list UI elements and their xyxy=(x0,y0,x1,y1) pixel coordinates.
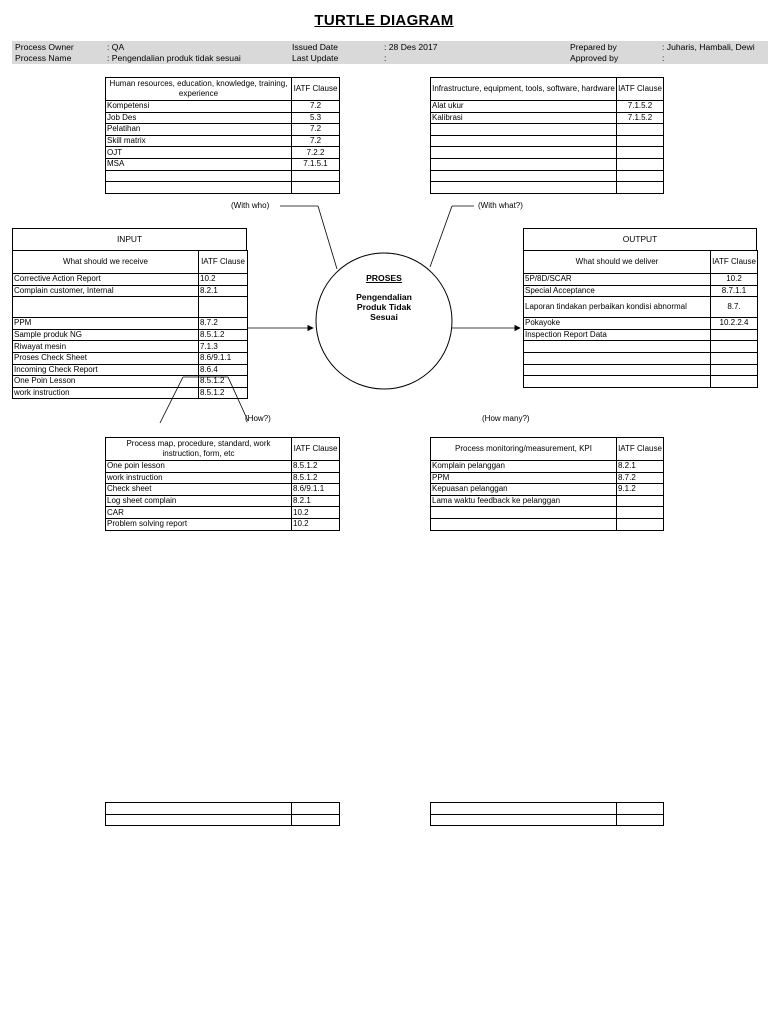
table-row xyxy=(13,285,248,297)
clause-cell xyxy=(711,329,758,341)
table-row xyxy=(524,285,758,297)
clause-cell: 8.2.1 xyxy=(199,285,248,297)
table-row xyxy=(431,803,664,815)
approved-by-value: : xyxy=(662,53,665,63)
clause-cell: 8.6/9.1.1 xyxy=(199,352,248,364)
clause-cell: 8.5.1.2 xyxy=(292,461,340,473)
table-row xyxy=(431,472,664,484)
item-cell: PPM xyxy=(431,472,617,484)
empty-table-left xyxy=(105,802,340,826)
item-cell: OJT xyxy=(106,147,292,159)
clause-cell: 7.1.3 xyxy=(199,341,248,353)
item-cell: Kepuasan pelanggan xyxy=(431,484,617,496)
item-cell: Corrective Action Report xyxy=(13,274,199,286)
clause-cell xyxy=(617,495,664,507)
table-row xyxy=(13,341,248,353)
clause-cell: 8.2.1 xyxy=(617,461,664,473)
item-cell: Problem solving report xyxy=(106,518,292,530)
clause-cell xyxy=(617,182,664,194)
item-cell: 5P/8D/SCAR xyxy=(524,274,711,286)
issued-date-label: Issued Date xyxy=(292,42,338,52)
table-header-row xyxy=(431,438,664,461)
item-cell: PPM xyxy=(13,318,199,330)
with-who-label: (With who) xyxy=(231,201,270,210)
item-cell: Skill matrix xyxy=(106,135,292,147)
item-cell: Proses Check Sheet xyxy=(13,352,199,364)
with-what-tbody xyxy=(431,78,664,194)
clause-cell: 5.3 xyxy=(292,112,340,124)
table-row xyxy=(431,484,664,496)
process-title: PROSES xyxy=(366,273,402,283)
table-row xyxy=(431,158,664,170)
output-title: OUTPUT xyxy=(523,228,757,251)
item-cell xyxy=(431,124,617,136)
column-header-clause: IATF Clause xyxy=(711,251,758,274)
clause-cell: 10.2 xyxy=(199,274,248,286)
clause-cell xyxy=(292,170,340,182)
table-row xyxy=(106,158,340,170)
table-row xyxy=(431,507,664,519)
table-row xyxy=(106,124,340,136)
item-cell: One Poin Lesson xyxy=(13,376,199,388)
item-cell: Laporan tindakan perbaikan kondisi abnormal xyxy=(524,297,711,318)
item-cell: Complain customer, Internal xyxy=(13,285,199,297)
prepared-by-label: Prepared by xyxy=(570,42,617,52)
how-many-label: (How many?) xyxy=(482,414,530,423)
table-row xyxy=(13,274,248,286)
item-cell: Kompetensi xyxy=(106,101,292,113)
clause-cell: 8.7.2 xyxy=(617,472,664,484)
item-cell: Incoming Check Report xyxy=(13,364,199,376)
clause-cell xyxy=(617,170,664,182)
clause-cell: 8.5.1.2 xyxy=(199,376,248,388)
table-row xyxy=(106,135,340,147)
item-cell: MSA xyxy=(106,158,292,170)
clause-cell: 9.1.2 xyxy=(617,484,664,496)
table-header-row xyxy=(106,78,340,101)
column-header-item: Process monitoring/measurement, KPI xyxy=(431,438,617,461)
process-owner-value: : QA xyxy=(107,42,125,52)
with-who-tbody xyxy=(106,78,340,194)
item-cell: Pokayoke xyxy=(524,318,711,330)
item-cell xyxy=(106,182,292,194)
clause-cell xyxy=(617,147,664,159)
item-cell xyxy=(431,147,617,159)
empty-cell xyxy=(617,814,664,826)
table-row xyxy=(431,101,664,113)
clause-cell: 10.2 xyxy=(292,518,340,530)
column-header-clause: IATF Clause xyxy=(617,438,664,461)
clause-cell: 8.6.4 xyxy=(199,364,248,376)
table-row xyxy=(13,376,248,388)
item-cell: Kalibrasi xyxy=(431,112,617,124)
table-row xyxy=(524,376,758,388)
how-many-table xyxy=(430,437,664,531)
input-title: INPUT xyxy=(12,228,247,251)
table-row xyxy=(431,814,664,826)
table-row xyxy=(431,124,664,136)
clause-cell: 8.5.1.2 xyxy=(199,329,248,341)
clause-cell: 8.5.1.2 xyxy=(199,387,248,399)
item-cell xyxy=(431,518,617,530)
item-cell: Job Des xyxy=(106,112,292,124)
item-cell: One poin lesson xyxy=(106,461,292,473)
table-row xyxy=(106,182,340,194)
table-row xyxy=(106,472,340,484)
clause-cell: 8.5.1.2 xyxy=(292,472,340,484)
table-row xyxy=(106,803,340,815)
item-cell: Alat ukur xyxy=(431,101,617,113)
item-cell xyxy=(106,170,292,182)
clause-cell xyxy=(711,341,758,353)
last-update-label: Last Update xyxy=(292,53,339,63)
table-row xyxy=(106,147,340,159)
table-row xyxy=(106,814,340,826)
item-cell xyxy=(524,352,711,364)
item-cell: Komplain pelanggan xyxy=(431,461,617,473)
page-title: TURTLE DIAGRAM xyxy=(314,12,454,29)
prepared-by-value: : Juharis, Hambali, Dewi xyxy=(662,42,755,52)
item-cell: Log sheet complain xyxy=(106,495,292,507)
clause-cell xyxy=(617,135,664,147)
table-row xyxy=(106,495,340,507)
clause-cell xyxy=(711,352,758,364)
table-row xyxy=(13,387,248,399)
process-name-label: Process Name xyxy=(15,53,72,63)
table-row xyxy=(13,318,248,330)
table-row xyxy=(13,297,248,318)
empty-cell xyxy=(292,803,340,815)
column-header-item: What should we deliver xyxy=(524,251,711,274)
column-header-item: What should we receive xyxy=(13,251,199,274)
process-center xyxy=(336,273,432,322)
table-row xyxy=(13,352,248,364)
clause-cell: 10.2.2.4 xyxy=(711,318,758,330)
empty-table-right xyxy=(430,802,664,826)
table-row xyxy=(431,147,664,159)
table-header-row xyxy=(106,438,340,461)
item-cell xyxy=(431,182,617,194)
table-row xyxy=(106,507,340,519)
process-owner-label: Process Owner xyxy=(15,42,74,52)
clause-cell: 8.6/9.1.1 xyxy=(292,484,340,496)
column-header-clause: IATF Clause xyxy=(617,78,664,101)
with-what-table xyxy=(430,77,664,194)
item-cell: Inspection Report Data xyxy=(524,329,711,341)
output-table xyxy=(523,250,758,388)
clause-cell: 7.1.5.2 xyxy=(617,101,664,113)
table-row xyxy=(13,364,248,376)
item-cell: Check sheet xyxy=(106,484,292,496)
item-cell: Sample produk NG xyxy=(13,329,199,341)
item-cell xyxy=(431,507,617,519)
how-table xyxy=(105,437,340,531)
clause-cell xyxy=(711,364,758,376)
table-row xyxy=(13,329,248,341)
table-row xyxy=(524,352,758,364)
empty-cell xyxy=(431,814,617,826)
clause-cell: 8.7. xyxy=(711,297,758,318)
clause-cell xyxy=(617,518,664,530)
issued-date-value: : 28 Des 2017 xyxy=(384,42,438,52)
column-header-clause: IATF Clause xyxy=(292,78,340,101)
clause-cell xyxy=(199,297,248,318)
clause-cell: 8.2.1 xyxy=(292,495,340,507)
table-row xyxy=(106,518,340,530)
clause-cell: 7.2 xyxy=(292,135,340,147)
item-cell xyxy=(431,135,617,147)
process-text: Pengendalian Produk Tidak Sesuai xyxy=(356,292,412,322)
empty-cell xyxy=(617,803,664,815)
input-table xyxy=(12,250,248,399)
table-header-row xyxy=(524,251,758,274)
table-row xyxy=(106,484,340,496)
table-row xyxy=(524,297,758,318)
clause-cell: 7.1.5.1 xyxy=(292,158,340,170)
item-cell: Pelatihan xyxy=(106,124,292,136)
table-header-row xyxy=(431,78,664,101)
clause-cell xyxy=(617,507,664,519)
item-cell xyxy=(13,297,199,318)
clause-cell: 10.2 xyxy=(292,507,340,519)
item-cell xyxy=(524,376,711,388)
table-row xyxy=(106,170,340,182)
column-header-item: Human resources, education, knowledge, training, experience xyxy=(106,78,292,101)
table-row xyxy=(106,461,340,473)
empty-cell xyxy=(431,803,617,815)
table-row xyxy=(524,364,758,376)
clause-cell: 7.1.5.2 xyxy=(617,112,664,124)
item-cell xyxy=(524,341,711,353)
clause-cell: 10.2 xyxy=(711,274,758,286)
item-cell xyxy=(431,158,617,170)
clause-cell: 7.2.2 xyxy=(292,147,340,159)
output-tbody xyxy=(524,251,758,388)
item-cell: Lama waktu feedback ke pelanggan xyxy=(431,495,617,507)
table-row xyxy=(106,101,340,113)
table-row xyxy=(431,495,664,507)
item-cell: Riwayat mesin xyxy=(13,341,199,353)
table-row xyxy=(524,318,758,330)
empty-cell xyxy=(106,814,292,826)
how-tbody xyxy=(106,438,340,531)
input-tbody xyxy=(13,251,248,399)
column-header-clause: IATF Clause xyxy=(292,438,340,461)
process-name-value: : Pengendalian produk tidak sesuai xyxy=(107,53,241,63)
how-many-tbody xyxy=(431,438,664,531)
approved-by-label: Approved by xyxy=(570,53,619,63)
item-cell: CAR xyxy=(106,507,292,519)
empty-cell xyxy=(106,803,292,815)
item-cell: Special Acceptance xyxy=(524,285,711,297)
empty-cell xyxy=(292,814,340,826)
table-row xyxy=(524,341,758,353)
table-row xyxy=(431,461,664,473)
table-header-row xyxy=(13,251,248,274)
table-row xyxy=(106,112,340,124)
column-header-item: Infrastructure, equipment, tools, software, hardware xyxy=(431,78,617,101)
table-row xyxy=(431,170,664,182)
item-cell xyxy=(431,170,617,182)
table-row xyxy=(431,518,664,530)
column-header-item: Process map, procedure, standard, work instruction, form, etc xyxy=(106,438,292,461)
with-who-table xyxy=(105,77,340,194)
item-cell: work instruction xyxy=(106,472,292,484)
last-update-value: : xyxy=(384,53,387,63)
item-cell: work instruction xyxy=(13,387,199,399)
clause-cell xyxy=(617,158,664,170)
clause-cell: 7.2 xyxy=(292,101,340,113)
table-row xyxy=(431,112,664,124)
clause-cell xyxy=(617,124,664,136)
clause-cell xyxy=(711,376,758,388)
clause-cell: 8.7.2 xyxy=(199,318,248,330)
clause-cell xyxy=(292,182,340,194)
clause-cell: 7.2 xyxy=(292,124,340,136)
table-row xyxy=(431,182,664,194)
table-row xyxy=(524,329,758,341)
clause-cell: 8.7.1.1 xyxy=(711,285,758,297)
how-label: (How?) xyxy=(245,414,271,423)
table-row xyxy=(524,274,758,286)
column-header-clause: IATF Clause xyxy=(199,251,248,274)
with-what-label: (With what?) xyxy=(478,201,523,210)
item-cell xyxy=(524,364,711,376)
table-row xyxy=(431,135,664,147)
